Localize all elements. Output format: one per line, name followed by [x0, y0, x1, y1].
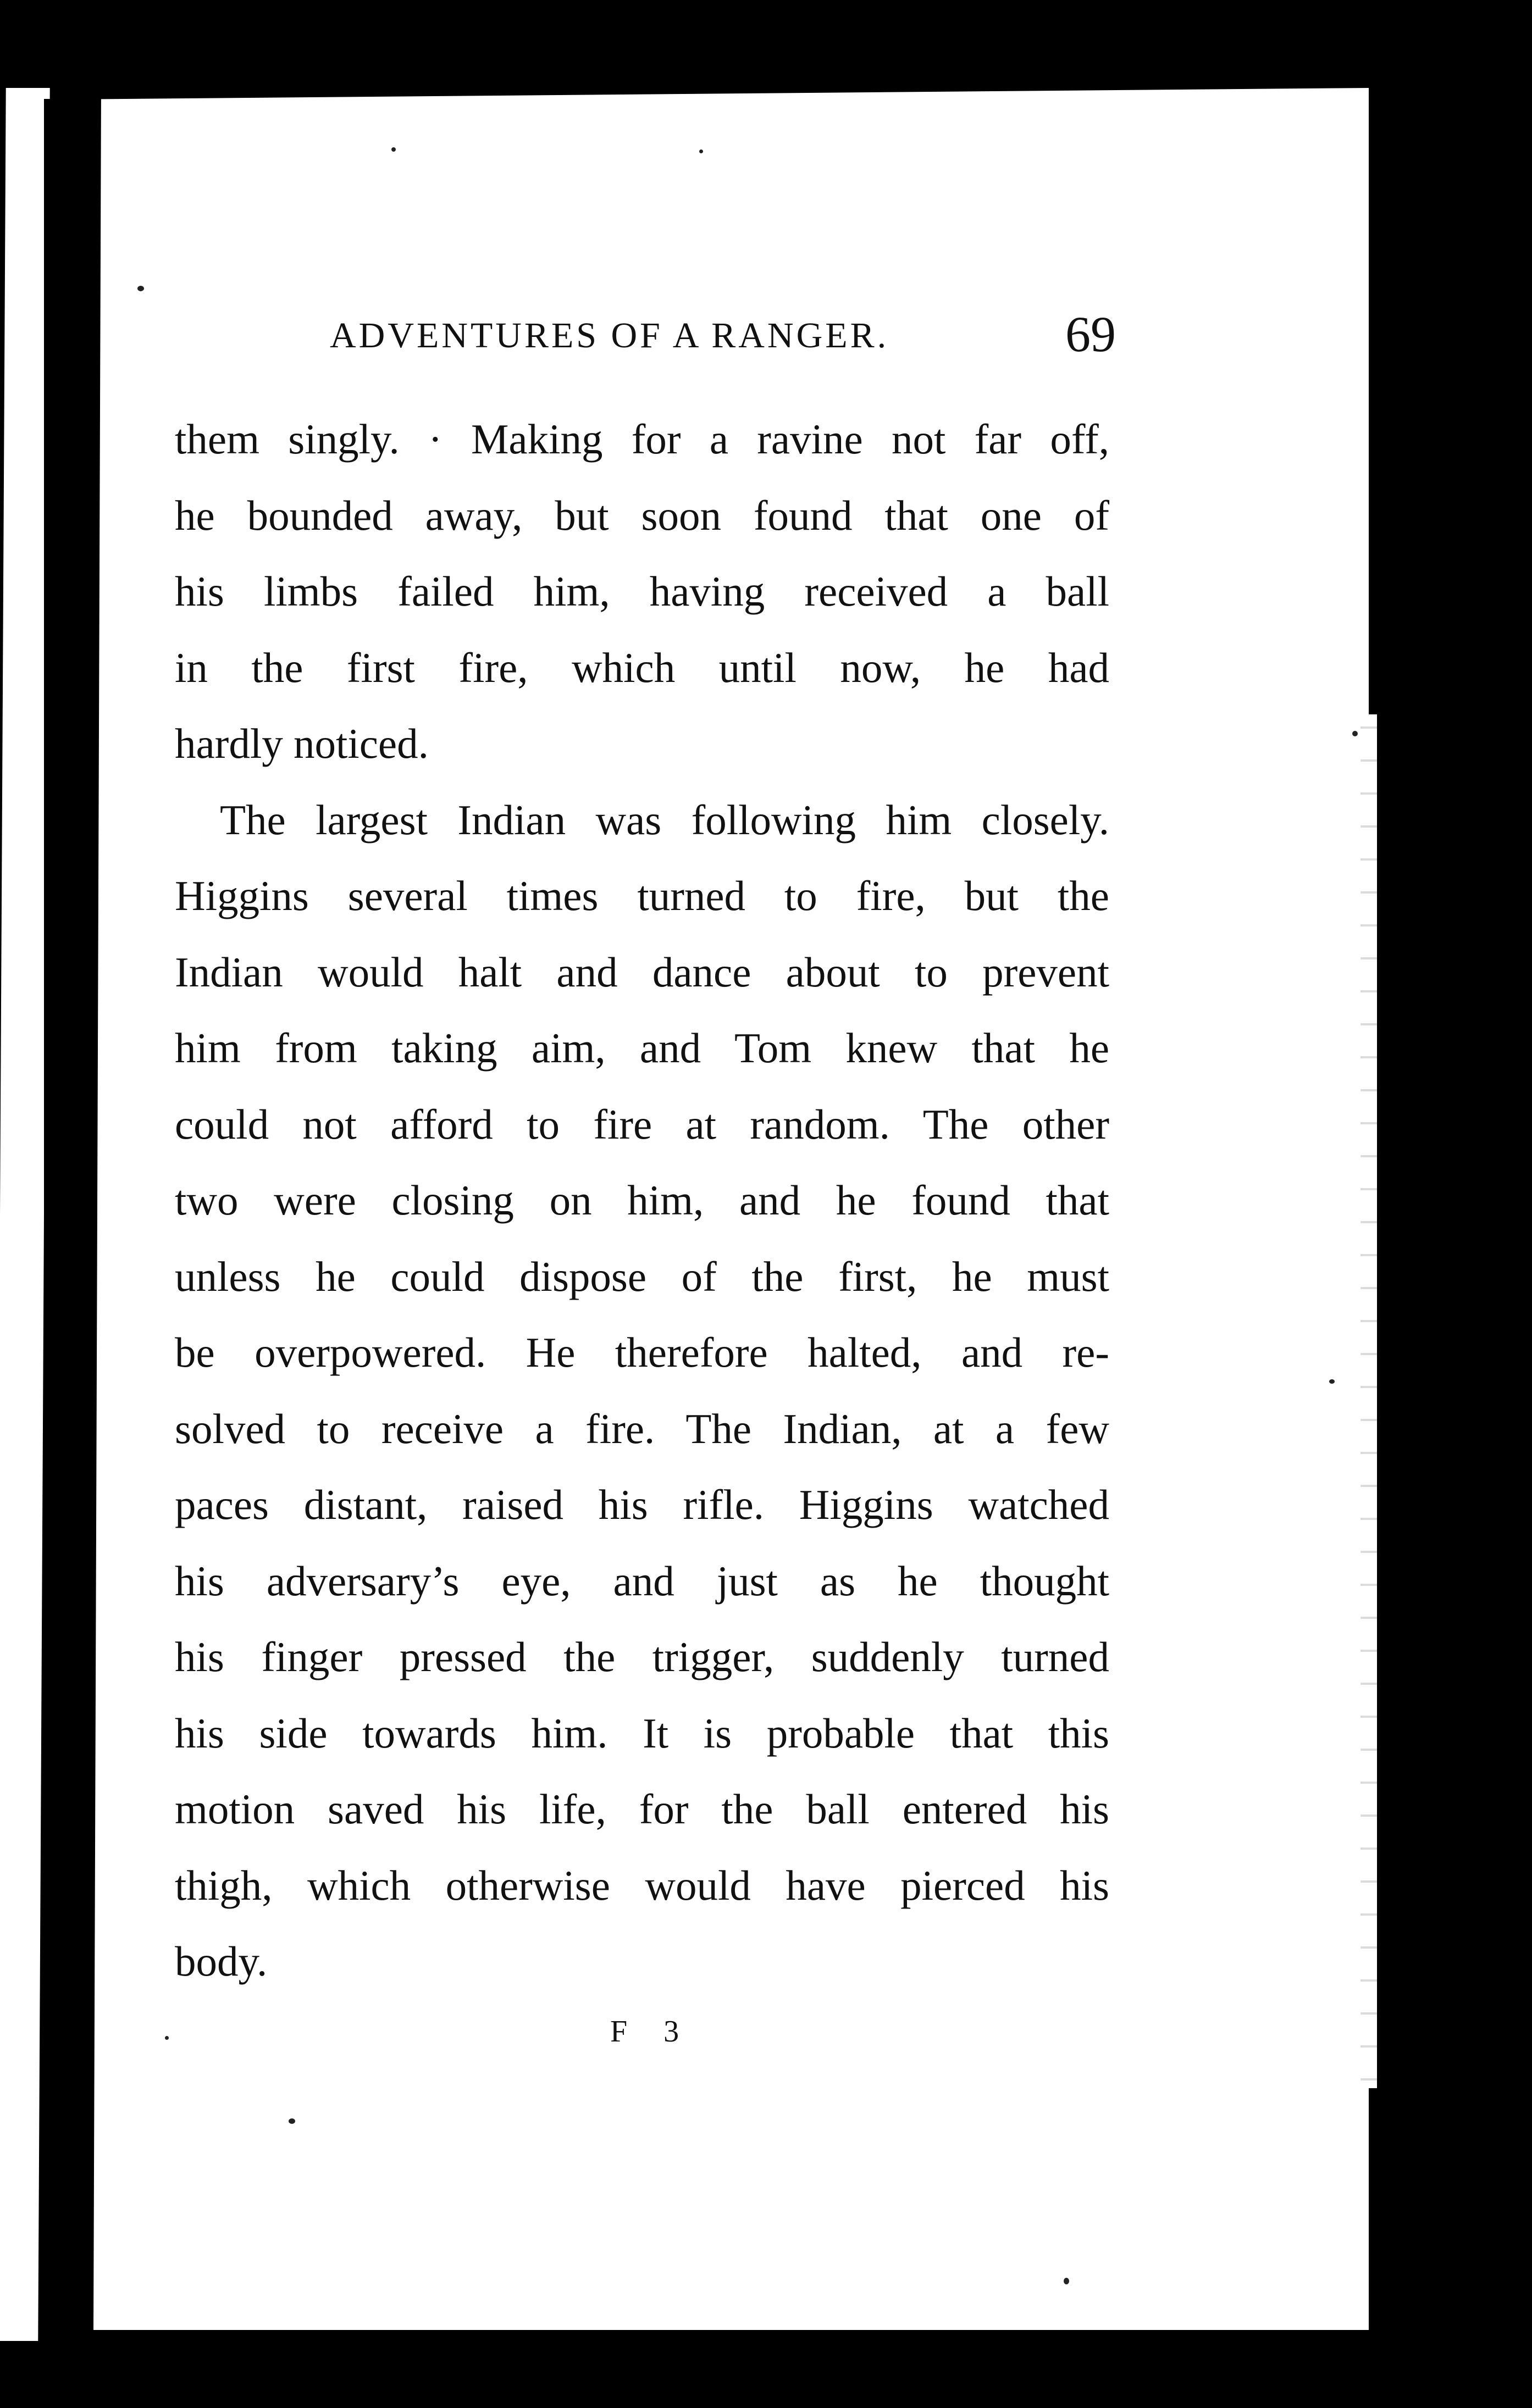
text-line: Higgins several times turned to fire, but the — [175, 872, 1109, 919]
text-line: paces distant, raised his rifle. Higgins watched — [175, 1481, 1109, 1528]
scan-speck — [1329, 1379, 1335, 1384]
scan-speck — [137, 286, 144, 291]
text-line: he bounded away, but soon found that one of — [175, 491, 1109, 539]
text-line: his side towards him. It is probable that this — [175, 1709, 1109, 1757]
text-line: solved to receive a fire. The Indian, at a few — [175, 1405, 1109, 1452]
text-line: The largest Indian was following him closely. — [220, 796, 1109, 844]
page-fore-edge — [1360, 714, 1377, 2088]
text-line: his limbs failed him, having received a ball — [175, 568, 1109, 615]
scan-speck — [289, 2118, 295, 2124]
text-line: them singly. · Making for a ravine not far off, — [175, 415, 1109, 463]
binding-gutter — [44, 99, 51, 2330]
scan-speck — [1064, 2278, 1069, 2284]
facing-page-edge — [0, 88, 50, 2341]
text-line: his finger pressed the trigger, suddenly turned — [175, 1633, 1109, 1680]
text-line: his adversary’s eye, and just as he thought — [175, 1557, 1109, 1605]
page-number: 69 — [1065, 306, 1116, 362]
scan-speck — [391, 147, 396, 152]
scan-speck — [1352, 731, 1358, 736]
running-head — [330, 305, 1116, 365]
text-line: motion saved his life, for the ball entered his — [175, 1785, 1109, 1833]
scan-speck — [165, 2036, 169, 2040]
signature-mark: F 3 — [610, 2015, 694, 2049]
text-line: two were closing on him, and he found that — [175, 1177, 1109, 1224]
text-line: body. — [175, 1938, 268, 1985]
text-line: unless he could dispose of the first, he must — [175, 1252, 1109, 1300]
text-line: him from taking aim, and Tom knew that he — [175, 1024, 1109, 1072]
text-line: be overpowered. He therefore halted, and re- — [175, 1329, 1109, 1376]
scan-speck — [699, 149, 703, 153]
text-line: in the first fire, which until now, he had — [175, 643, 1109, 691]
running-title: ADVENTURES OF A RANGER. — [330, 315, 889, 356]
text-line: could not afford to fire at random. The other — [175, 1100, 1109, 1148]
text-line: Indian would halt and dance about to prevent — [175, 948, 1109, 996]
text-line: thigh, which otherwise would have pierced his — [175, 1861, 1109, 1909]
text-line: hardly noticed. — [175, 720, 429, 767]
body-text — [175, 401, 1109, 2000]
